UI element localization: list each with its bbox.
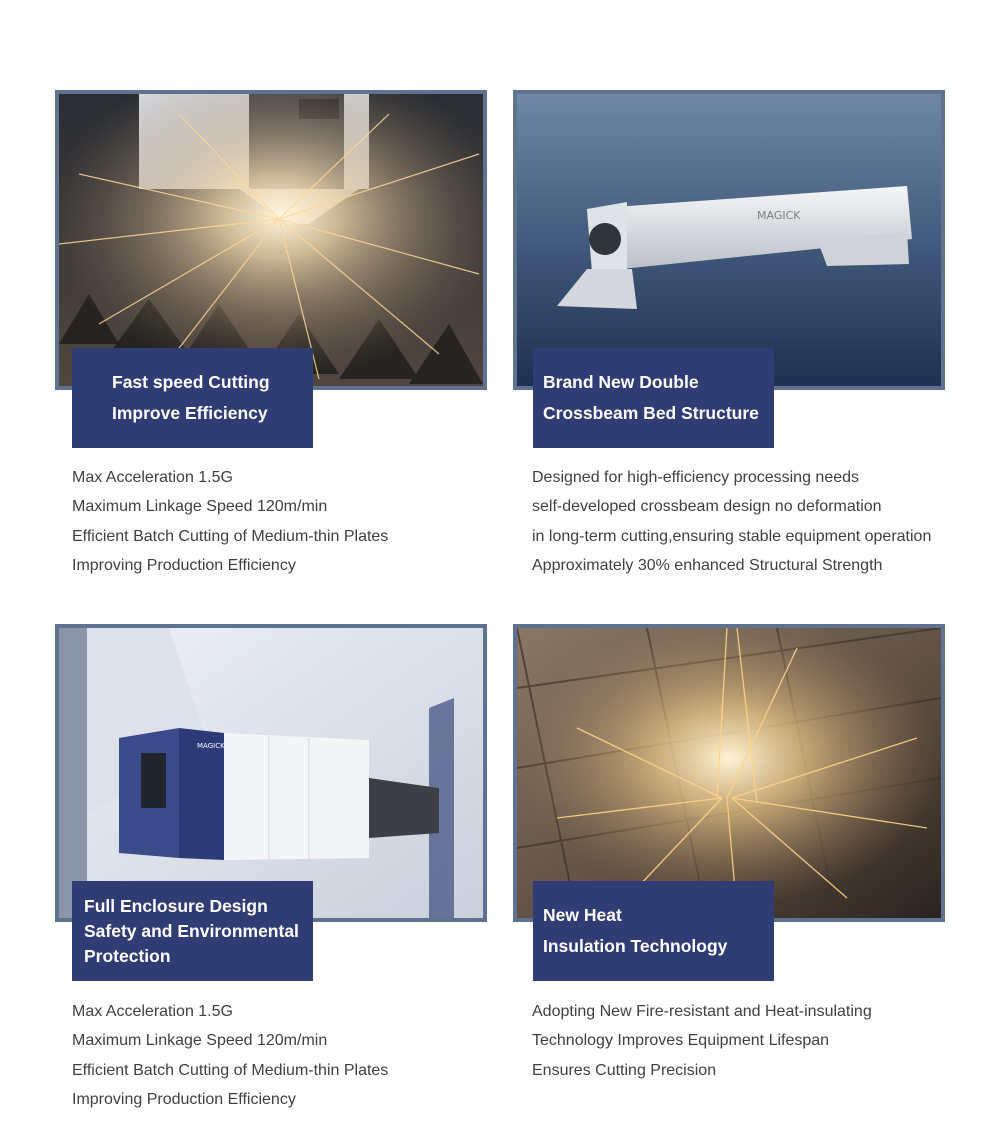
feature-title-line: New Heat	[543, 905, 622, 925]
feature-description-line: Ensures Cutting Precision	[532, 1061, 717, 1079]
feature-title-box	[533, 881, 774, 981]
brand-logo-text: MAGICK	[757, 209, 801, 222]
feature-description-line: Improving Production Efficiency	[72, 1090, 296, 1108]
feature-title-line: Crossbeam Bed Structure	[543, 403, 759, 423]
feature-title-box	[72, 881, 313, 981]
feature-description	[72, 463, 388, 580]
feature-description-line: Maximum Linkage Speed 120m/min	[72, 1032, 328, 1050]
feature-title-box	[533, 348, 774, 448]
feature-title-box	[72, 348, 313, 448]
feature-title-line: Safety and Environmental	[84, 920, 299, 941]
brand-logo-text: MAGICK	[197, 742, 225, 750]
feature-description-line: Designed for high-efficiency processing needs	[532, 469, 860, 486]
feature-description-line: self-developed crossbeam design no deformation	[532, 498, 882, 516]
feature-title-line: Fast speed Cutting	[112, 372, 270, 392]
feature-image-laser-cutting	[55, 90, 487, 390]
feature-title-line: Protection	[84, 945, 171, 966]
feature-description-line: Max Acceleration 1.5G	[72, 469, 233, 486]
feature-title-line: Insulation Technology	[543, 936, 728, 956]
feature-title-line: Brand New Double	[543, 372, 699, 392]
feature-description-line: Max Acceleration 1.5G	[72, 1003, 233, 1020]
feature-description-line: Technology Improves Equipment Lifespan	[532, 1032, 830, 1050]
feature-description-line: Improving Production Efficiency	[72, 556, 296, 574]
feature-description	[532, 997, 872, 1085]
feature-description-line: Adopting New Fire-resistant and Heat-insulating	[532, 1003, 872, 1020]
feature-description	[532, 463, 931, 580]
feature-description	[72, 997, 388, 1114]
feature-title-line: Improve Efficiency	[112, 403, 268, 423]
feature-image-sparks-floor	[513, 624, 945, 922]
feature-description-line: Efficient Batch Cutting of Medium-thin Plates	[72, 527, 389, 545]
feature-description-line: Efficient Batch Cutting of Medium-thin Plates	[72, 1061, 389, 1079]
feature-description-line: in long-term cutting,ensuring stable equipment operation	[532, 527, 932, 545]
feature-description-line: Maximum Linkage Speed 120m/min	[72, 498, 328, 516]
feature-title-line: Full Enclosure Design	[84, 895, 268, 916]
feature-image-crossbeam	[513, 90, 945, 390]
feature-image-enclosed-machine	[55, 624, 487, 922]
feature-description-line: Approximately 30% enhanced Structural Strength	[532, 556, 883, 574]
